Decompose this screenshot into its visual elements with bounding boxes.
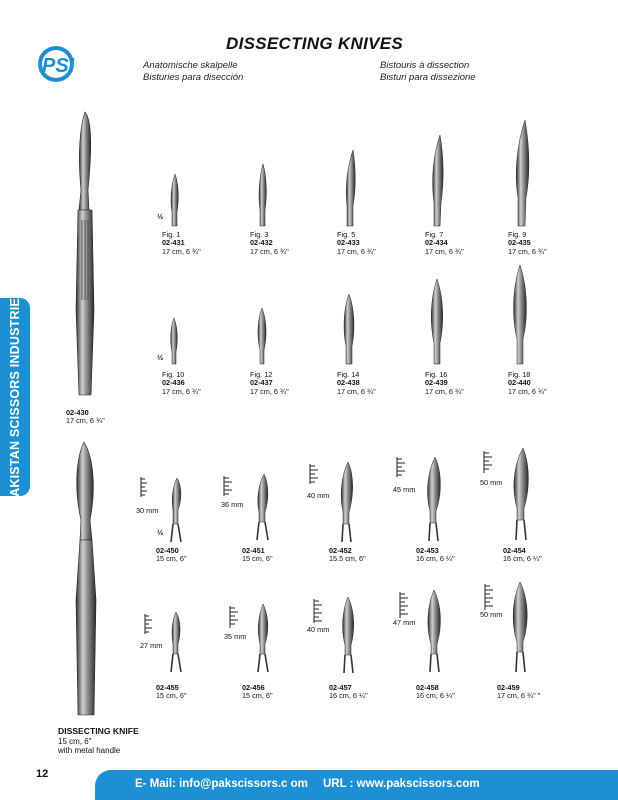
blade-fig9-image bbox=[511, 118, 531, 228]
knife-02-457-image bbox=[338, 595, 358, 675]
scale-ruler-icon bbox=[395, 455, 411, 479]
scale-ruler-icon bbox=[308, 462, 324, 486]
knife-02-454-image bbox=[508, 446, 532, 544]
caption-02-452: 02-452 15.5 cm, 6" bbox=[329, 546, 366, 564]
svg-text:PSI: PSI bbox=[42, 55, 75, 77]
handle-caption bbox=[66, 409, 105, 426]
website-url-text: URL : www.pakscissors.com bbox=[323, 778, 480, 790]
blade-fig16-image bbox=[428, 277, 446, 366]
subtitle-italian: Bisturi para dissezione bbox=[380, 72, 476, 83]
dissecting-knife-size: 15 cm, 6" bbox=[58, 736, 92, 746]
blade-fig12-image bbox=[255, 306, 269, 366]
caption-02-455: 02-455 15 cm, 6" bbox=[156, 683, 187, 701]
caption-02-459: 02-459 17 cm, 6 ¾" " bbox=[497, 683, 541, 701]
page-title: DISSECTING KNIVES bbox=[226, 34, 404, 53]
knife-02-455-image bbox=[167, 610, 185, 674]
caption-02-458: 02-458 16 cm, 6 ¼" bbox=[416, 683, 455, 701]
subtitle-french: Bistouris à dissection bbox=[380, 60, 470, 71]
half-scale-mark-row2: ½ bbox=[157, 353, 164, 362]
blade-length-02-459: 50 mm bbox=[480, 610, 503, 619]
scale-ruler-icon bbox=[398, 590, 414, 620]
blade-length-02-455: 27 mm bbox=[140, 641, 163, 650]
page-number: 12 bbox=[36, 768, 49, 780]
blade-length-02-458: 47 mm bbox=[393, 618, 416, 627]
blade-fig1-image bbox=[167, 172, 181, 228]
blade-length-02-450: 30 mm bbox=[136, 506, 159, 515]
caption-fig7: Fig. 7 02-434 17 cm, 6 ¾" bbox=[425, 230, 464, 256]
caption-fig18: Fig. 18 02-440 17 cm, 6 ¾" bbox=[508, 370, 547, 396]
blade-length-02-451: 36 mm bbox=[221, 500, 244, 509]
contact-footer bbox=[95, 770, 618, 800]
dissecting-knife-title: DISSECTING KNIFE bbox=[58, 726, 139, 736]
caption-fig16: Fig. 16 02-439 17 cm, 6 ¾" bbox=[425, 370, 464, 396]
blade-fig3-image bbox=[255, 162, 269, 228]
caption-fig9: Fig. 9 02-435 17 cm, 6 ¾" bbox=[508, 230, 547, 256]
scale-ruler-icon bbox=[222, 474, 238, 498]
subtitle-spanish: Bisturies para disección bbox=[143, 72, 244, 83]
half-scale-mark-row3: ½ bbox=[157, 528, 164, 537]
caption-02-453: 02-453 16 cm, 6 ¼" bbox=[416, 546, 455, 564]
caption-fig14: Fig. 14 02-438 17 cm, 6 ¾" bbox=[337, 370, 376, 396]
subtitle-german: Anatomische skalpelle bbox=[143, 60, 238, 71]
scalpel-handle-image bbox=[66, 110, 106, 410]
blade-length-02-454: 50 mm bbox=[480, 478, 503, 487]
handle-size: 17 cm, 6 ¾" bbox=[66, 416, 105, 426]
dissecting-knife-note: with metal handle bbox=[58, 746, 121, 755]
blade-length-02-453: 45 mm bbox=[393, 485, 416, 494]
knife-02-456-image bbox=[253, 602, 273, 674]
blade-fig10-image bbox=[167, 316, 181, 366]
scale-ruler-icon bbox=[312, 597, 328, 625]
knife-02-450-image bbox=[167, 476, 185, 546]
sidebar-brand-text: PAKISTAN SCISSORS INDUSTRIES bbox=[8, 289, 22, 505]
scale-ruler-icon bbox=[143, 612, 157, 636]
knife-02-453-image bbox=[422, 455, 444, 545]
caption-fig12: Fig. 12 02-437 17 cm, 6 ¾" bbox=[250, 370, 289, 396]
scale-ruler-icon bbox=[139, 475, 151, 499]
dissecting-knife-image bbox=[68, 440, 104, 720]
blade-length-02-456: 35 mm bbox=[224, 632, 247, 641]
caption-02-450: 02-450 15 cm, 6" bbox=[156, 546, 187, 564]
blade-fig7-image bbox=[429, 133, 445, 228]
knife-02-451-image bbox=[252, 472, 272, 544]
caption-fig1: Fig. 1 02-431 17 cm, 6 ¾" bbox=[162, 230, 201, 256]
caption-fig3: Fig. 3 02-432 17 cm, 6 ¾" bbox=[250, 230, 289, 256]
caption-02-456: 02-456 15 cm, 6" bbox=[242, 683, 273, 701]
caption-fig5: Fig. 5 02-433 17 cm, 6 ¾" bbox=[337, 230, 376, 256]
knife-02-459-image bbox=[508, 580, 532, 676]
blade-fig14-image bbox=[341, 292, 357, 366]
caption-02-454: 02-454 16 cm, 6 ¼" bbox=[503, 546, 542, 564]
email-text: E- Mail: info@pakscissors.c om bbox=[135, 778, 308, 790]
blade-length-02-452: 40 mm bbox=[307, 491, 330, 500]
blade-fig5-image bbox=[342, 148, 358, 228]
psi-logo bbox=[36, 42, 88, 84]
caption-02-457: 02-457 16 cm, 6 ¼" bbox=[329, 683, 368, 701]
caption-02-451: 02-451 15 cm, 6" bbox=[242, 546, 273, 564]
handle-code: 02-430 bbox=[66, 408, 89, 417]
half-scale-mark: ½ bbox=[157, 212, 164, 221]
scale-ruler-icon bbox=[482, 449, 498, 475]
knife-02-458-image bbox=[423, 588, 445, 676]
scale-ruler-icon bbox=[228, 604, 244, 630]
knife-02-452-image bbox=[336, 460, 356, 546]
blade-length-02-457: 40 mm bbox=[307, 625, 330, 634]
caption-fig10: Fig. 10 02-436 17 cm, 6 ¾" bbox=[162, 370, 201, 396]
brand-sidebar-tab bbox=[0, 289, 30, 505]
dissecting-knife-caption bbox=[58, 727, 139, 756]
scale-ruler-icon bbox=[483, 582, 499, 612]
blade-fig18-image bbox=[510, 263, 530, 366]
